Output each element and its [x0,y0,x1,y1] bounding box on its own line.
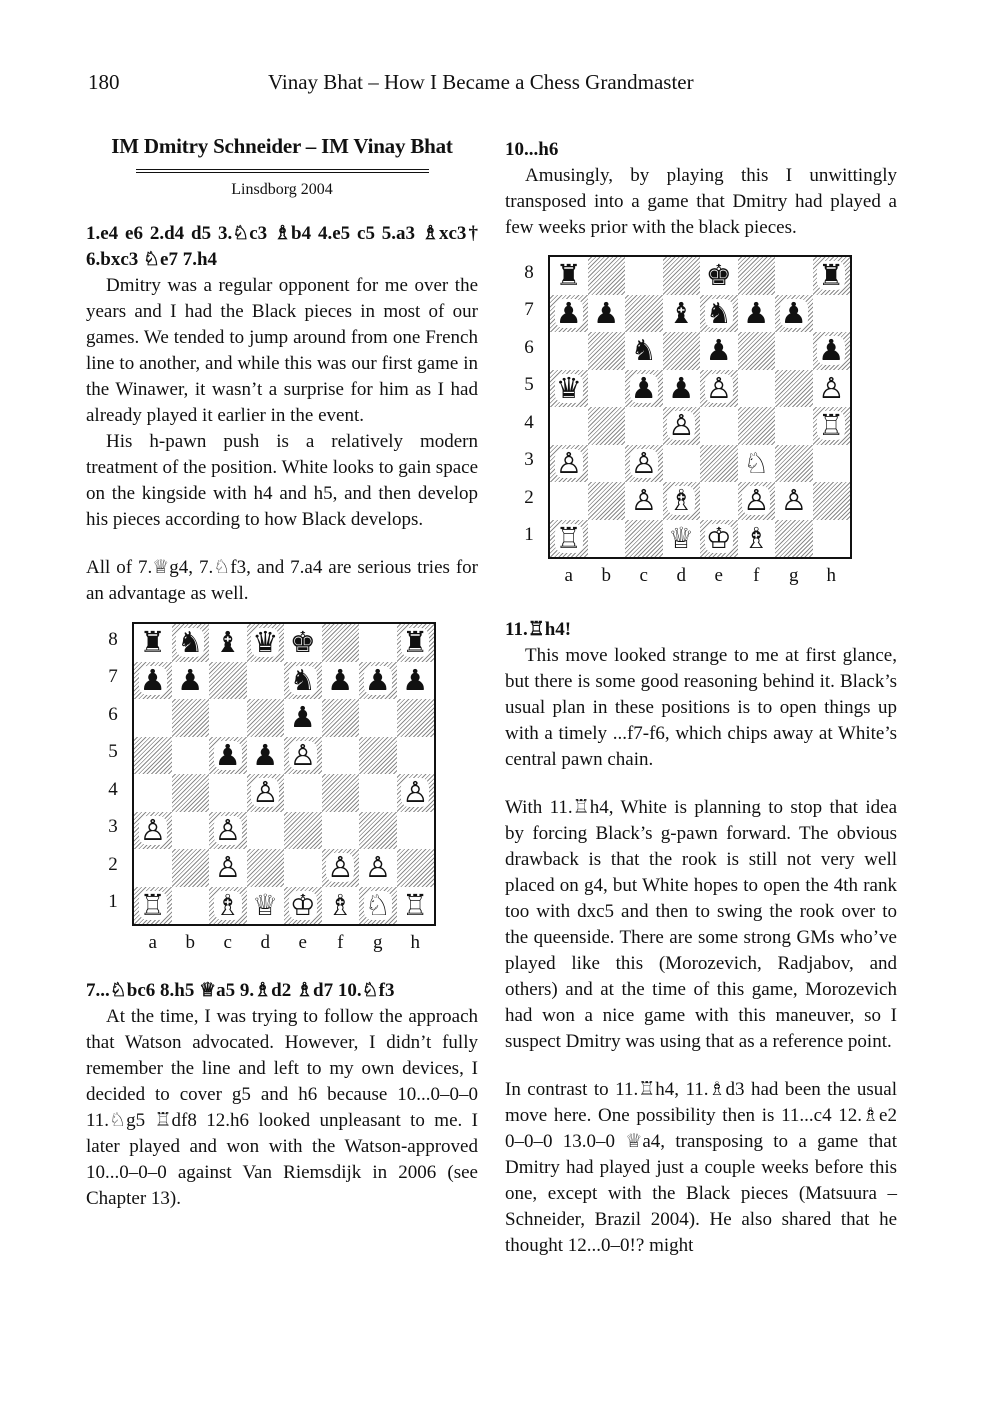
square-h2 [397,849,435,887]
chess-piece: ♙ [780,483,807,518]
square-d4 [663,407,701,445]
square-c7 [209,662,247,700]
chess-piece: ♛ [555,370,582,405]
square-e1 [284,887,322,925]
chess-piece: ♙ [327,850,354,885]
square-d3 [247,812,285,850]
square-h8 [813,257,851,295]
square-c6 [625,332,663,370]
square-b1 [588,520,626,558]
page-number: 180 [88,70,120,94]
chess-piece: ♝ [668,295,695,330]
square-g3 [775,445,813,483]
square-c8 [209,624,247,662]
square-d8 [663,257,701,295]
file-label: g [373,932,383,953]
title-rule [136,169,429,173]
square-f1 [322,887,360,925]
chess-piece: ♙ [402,775,429,810]
page-header [0,70,1000,100]
square-b7 [172,662,210,700]
square-e4 [700,407,738,445]
chess-piece: ♘ [743,445,770,480]
chess-piece: ♟ [177,662,204,697]
square-h6 [813,332,851,370]
square-d6 [663,332,701,370]
square-f6 [738,332,776,370]
square-e8 [284,624,322,662]
rank-label: 4 [524,411,534,433]
chess-piece: ♙ [289,737,316,772]
square-e5 [700,370,738,408]
square-f5 [738,370,776,408]
paragraph: At the time, I was trying to follow the approach that Watson advocated. However, I didn’t fully remember the line and left to my own devices, I decided to cover g5 and h6 because 10...0–0–0 11.♘g5 ♖df8 12.h6 looked unpleasant to me. I later played and won with the Watson-approved 10...0–0–0 against Van Riemsdijk in 2006 (see Chapter 13). [86,1006,478,1209]
file-label: h [410,932,420,953]
file-label: b [185,932,195,953]
chess-piece: ♟ [705,333,732,368]
square-f8 [322,624,360,662]
square-a4 [550,407,588,445]
rank-label: 1 [108,891,118,913]
square-g6 [775,332,813,370]
chess-piece: ♗ [743,520,770,555]
square-e1 [700,520,738,558]
chess-piece: ♞ [177,625,204,660]
square-g4 [775,407,813,445]
square-g7 [359,662,397,700]
rank-label: 7 [524,299,534,321]
chess-piece: ♞ [630,333,657,368]
chess-piece: ♜ [818,258,845,293]
square-e4 [284,774,322,812]
chess-piece: ♕ [252,887,279,922]
square-d1 [663,520,701,558]
square-f1 [738,520,776,558]
square-g1 [359,887,397,925]
square-b8 [172,624,210,662]
chess-piece: ♟ [327,662,354,697]
square-e7 [284,662,322,700]
square-g6 [359,699,397,737]
square-b4 [588,407,626,445]
file-label: h [826,565,836,586]
square-h1 [397,887,435,925]
square-c4 [209,774,247,812]
square-f7 [322,662,360,700]
chess-piece: ♔ [289,887,316,922]
chess-piece: ♜ [402,625,429,660]
rank-label: 4 [108,778,118,800]
square-d7 [247,662,285,700]
square-f4 [322,774,360,812]
file-label: g [789,565,799,586]
square-g7 [775,295,813,333]
square-d3 [663,445,701,483]
rank-label: 1 [524,524,534,546]
square-g5 [359,737,397,775]
chess-piece: ♚ [289,625,316,660]
square-h4 [813,407,851,445]
square-f2 [322,849,360,887]
square-c5 [625,370,663,408]
square-b5 [172,737,210,775]
square-e2 [284,849,322,887]
square-a8 [134,624,172,662]
square-c1 [209,887,247,925]
square-b3 [172,812,210,850]
move-sequence: 10...h6 [505,139,559,160]
chess-piece: ♚ [705,258,732,293]
paragraph: Dmitry was a regular opponent for me over the years and I had the Black pieces in most of our games. We tended to jump around from one French line to another, and while this was our first game in the Winawer, it wasn’t a surprise for him as I had already played it earlier in the event. [86,275,478,426]
square-b3 [588,445,626,483]
square-h4 [397,774,435,812]
paragraph: All of 7.♕g4, 7.♘f3, and 7.a4 are serious tries for an advantage as well. [86,557,478,604]
square-a5 [550,370,588,408]
square-b8 [588,257,626,295]
file-label: a [148,932,157,953]
right-column [505,137,897,1259]
square-b1 [172,887,210,925]
chess-piece: ♟ [289,700,316,735]
square-b2 [172,849,210,887]
chess-piece: ♟ [780,295,807,330]
square-c2 [625,482,663,520]
square-f4 [738,407,776,445]
chess-piece: ♝ [214,625,241,660]
square-h8 [397,624,435,662]
square-g4 [359,774,397,812]
square-d2 [247,849,285,887]
chess-piece: ♟ [630,370,657,405]
rank-label: 6 [524,336,534,358]
file-label: b [601,565,611,586]
square-d1 [247,887,285,925]
chess-piece: ♟ [668,370,695,405]
square-d5 [247,737,285,775]
square-f7 [738,295,776,333]
square-d7 [663,295,701,333]
square-e6 [700,332,738,370]
rank-label: 6 [108,703,118,725]
left-column [86,130,478,1212]
square-h5 [397,737,435,775]
square-a6 [134,699,172,737]
square-e7 [700,295,738,333]
square-b4 [172,774,210,812]
file-label: d [260,932,270,953]
square-f8 [738,257,776,295]
paragraph: In contrast to 11.♖h4, 11.♗d3 had been the usual move here. One possibility then is 11...c4 12.♗e2 0–0–0 13.0–0 ♕a4, transposing to a game that Dmitry had played just a couple weeks before this one, except with the Black pieces (Matsuura – Schneider, Brazil 2004). He also shared that he thought 12...0–0!? might [505,1079,897,1256]
square-c1 [625,520,663,558]
square-a1 [134,887,172,925]
square-h2 [813,482,851,520]
running-title: Vinay Bhat – How I Became a Chess Grandmaster [268,70,694,94]
paragraph: This move looked strange to me at first glance, but there is some good reasoning behind it. Black’s usual plan in these positions is to open things up with a timely ...f7-f6, which chips away at White’s central pawn chain. [505,645,897,770]
paragraph: Amusingly, by playing this I unwittingly transposed into a game that Dmitry had played a few weeks prior with the black pieces. [505,165,897,238]
square-a2 [550,482,588,520]
chess-piece: ♛ [252,625,279,660]
square-h7 [813,295,851,333]
square-a4 [134,774,172,812]
square-g2 [359,849,397,887]
square-g8 [359,624,397,662]
file-label: e [298,932,307,953]
chess-piece: ♙ [818,370,845,405]
chess-piece: ♟ [743,295,770,330]
paragraph: With 11.♖h4, White is planning to stop that idea by forcing Black’s g-pawn forward. The obvious drawback is that the rook is still not very well placed on g4, but White hopes to open the 4th rank too with dxc5 and then to swing the rook over to the queenside. There are some strong GMs who’ve played like this (Morozevich, Radjabov, and others) and at the time of this game, Morozevich had won a nice game with this maneuver, so I suspect Dmitry was using that as a reference point. [505,797,897,1052]
chess-piece: ♗ [668,483,695,518]
square-f6 [322,699,360,737]
file-label: f [753,565,760,586]
file-label: c [223,932,232,953]
rank-label: 3 [108,816,118,838]
square-a5 [134,737,172,775]
square-c7 [625,295,663,333]
square-b6 [588,332,626,370]
move-sequence: 11.♖h4! [505,619,572,640]
square-d6 [247,699,285,737]
chess-piece: ♙ [705,370,732,405]
chess-piece: ♖ [402,887,429,922]
square-e5 [284,737,322,775]
chess-piece: ♟ [364,662,391,697]
file-label: c [639,565,648,586]
square-c3 [209,812,247,850]
chess-piece: ♞ [289,662,316,697]
chess-piece: ♖ [555,520,582,555]
square-d4 [247,774,285,812]
chess-piece: ♙ [668,408,695,443]
chess-piece: ♟ [252,737,279,772]
square-c2 [209,849,247,887]
rank-label: 8 [524,261,534,283]
square-a6 [550,332,588,370]
square-f2 [738,482,776,520]
chess-piece: ♔ [705,520,732,555]
square-g2 [775,482,813,520]
square-b7 [588,295,626,333]
chess-piece: ♕ [668,520,695,555]
chess-piece: ♜ [555,258,582,293]
square-b6 [172,699,210,737]
square-b5 [588,370,626,408]
chess-piece: ♖ [139,887,166,922]
square-g5 [775,370,813,408]
move-sequence: 7...♘bc6 8.h5 ♕a5 9.♗d2 ♗d7 10.♘f3 [86,980,395,1001]
square-f3 [322,812,360,850]
chess-diagram [505,255,897,617]
square-d5 [663,370,701,408]
file-label: a [564,565,573,586]
chess-piece: ♟ [555,295,582,330]
square-a3 [134,812,172,850]
chess-piece: ♜ [139,625,166,660]
square-e6 [284,699,322,737]
chess-piece: ♟ [593,295,620,330]
square-c4 [625,407,663,445]
square-d8 [247,624,285,662]
rank-label: 3 [524,449,534,471]
square-e8 [700,257,738,295]
square-e3 [284,812,322,850]
square-h3 [813,445,851,483]
chess-diagram [86,622,478,978]
chess-piece: ♙ [364,850,391,885]
square-g3 [359,812,397,850]
chess-piece: ♘ [364,887,391,922]
rank-label: 8 [108,628,118,650]
chess-piece: ♙ [630,445,657,480]
square-b2 [588,482,626,520]
chess-piece: ♟ [139,662,166,697]
chess-piece: ♙ [630,483,657,518]
square-e2 [700,482,738,520]
square-c3 [625,445,663,483]
square-c6 [209,699,247,737]
square-h7 [397,662,435,700]
square-f3 [738,445,776,483]
square-d2 [663,482,701,520]
square-e3 [700,445,738,483]
square-a3 [550,445,588,483]
square-f5 [322,737,360,775]
chess-piece: ♙ [139,812,166,847]
paragraph: His h-pawn push is a relatively modern treatment of the position. White looks to gain space on the kingside with h4 and h5, and then develop his pieces according to how Black develops. [86,431,478,530]
rank-label: 7 [108,666,118,688]
rank-label: 2 [108,853,118,875]
square-a8 [550,257,588,295]
square-h6 [397,699,435,737]
square-c8 [625,257,663,295]
square-g8 [775,257,813,295]
square-h1 [813,520,851,558]
chess-piece: ♙ [555,445,582,480]
rank-label: 2 [524,486,534,508]
square-c5 [209,737,247,775]
chess-piece: ♖ [818,408,845,443]
square-h5 [813,370,851,408]
rank-label: 5 [524,374,534,396]
chess-piece: ♙ [743,483,770,518]
square-h3 [397,812,435,850]
square-a7 [134,662,172,700]
chess-piece: ♞ [705,295,732,330]
square-g1 [775,520,813,558]
file-label: f [337,932,344,953]
square-a1 [550,520,588,558]
file-label: e [714,565,723,586]
chess-piece: ♙ [214,812,241,847]
chess-piece: ♟ [402,662,429,697]
chess-piece: ♙ [252,775,279,810]
square-a7 [550,295,588,333]
file-label: d [676,565,686,586]
chess-piece: ♗ [327,887,354,922]
chess-piece: ♗ [214,887,241,922]
rank-label: 5 [108,741,118,763]
chess-board [548,255,852,559]
game-title: IM Dmitry Schneider – IM Vinay Bhat [111,134,453,158]
chess-piece: ♟ [818,333,845,368]
square-a2 [134,849,172,887]
event-line: Linsdborg 2004 [231,181,333,198]
chess-piece: ♙ [214,850,241,885]
move-sequence: 1.e4 e6 2.d4 d5 3.♘c3 ♗b4 4.e5 c5 5.a3 ♗xc3† 6.bxc3 ♘e7 7.h4 [86,223,478,270]
chess-piece: ♟ [214,737,241,772]
chess-board [132,622,436,926]
